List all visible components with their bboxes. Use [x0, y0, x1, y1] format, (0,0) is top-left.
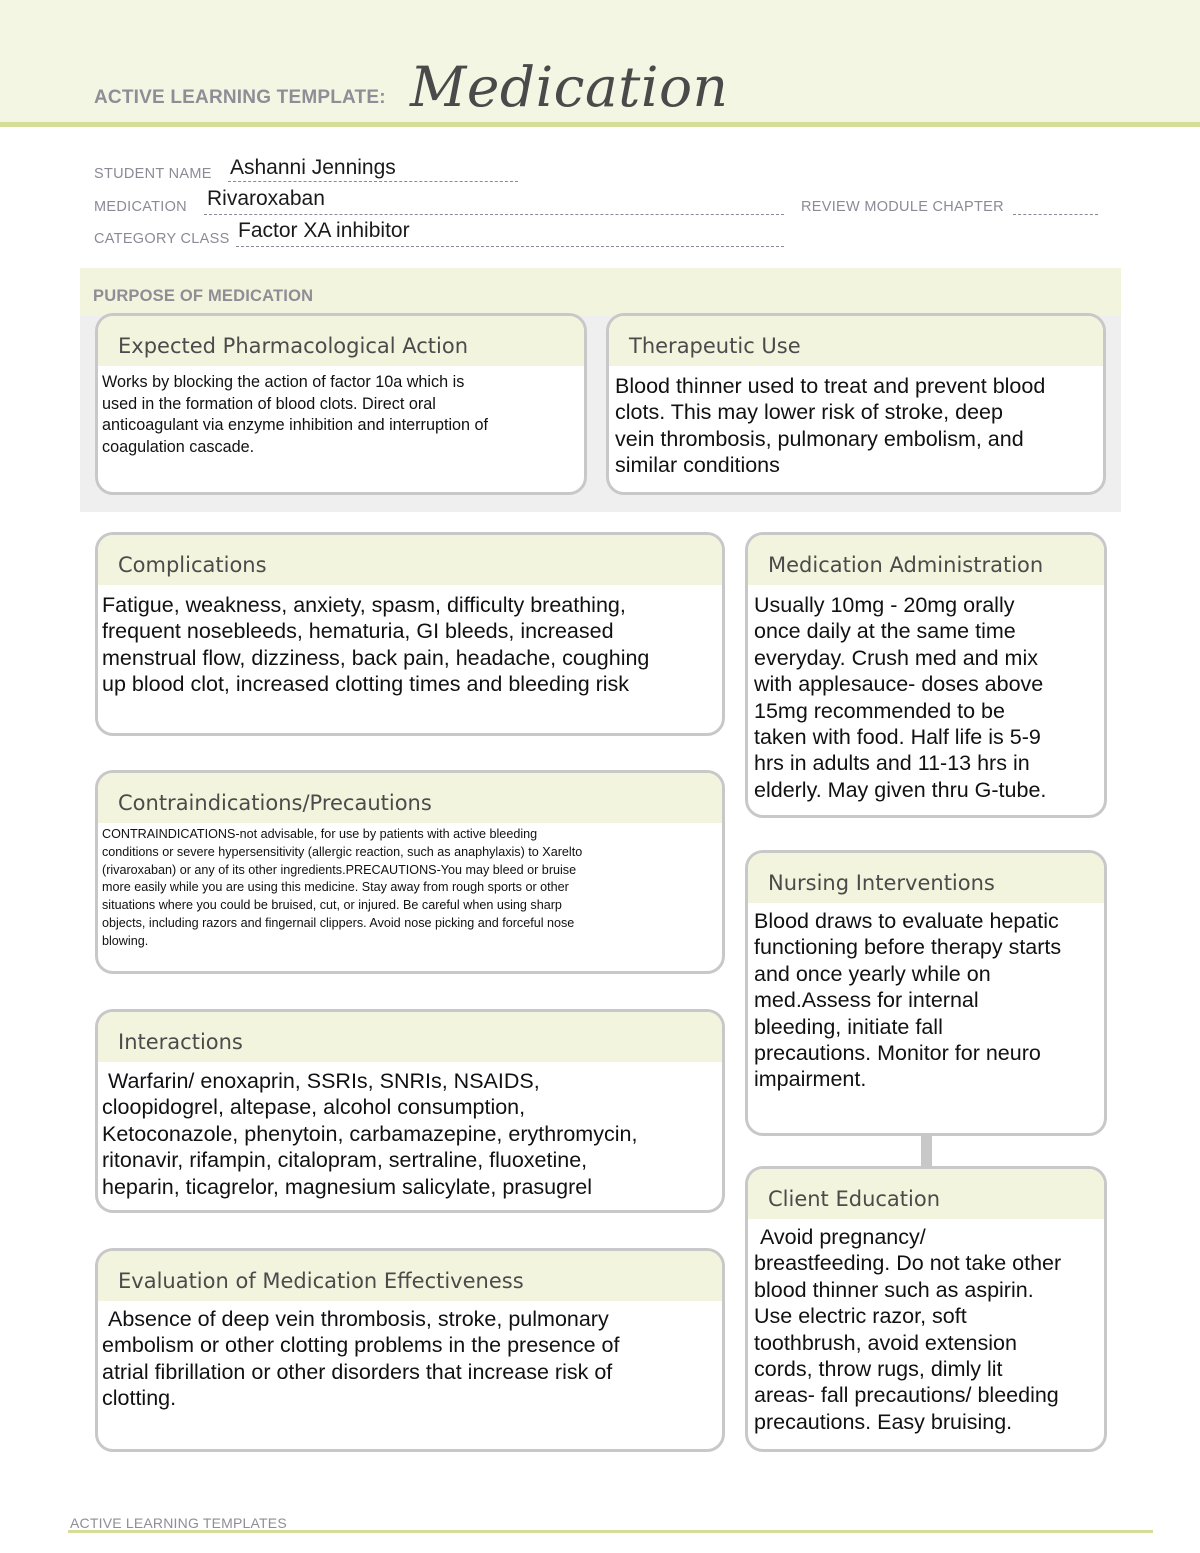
- medication-field[interactable]: Rivaroxaban: [207, 187, 325, 210]
- page-title: Medication: [410, 55, 729, 119]
- therapeutic-use-card: [606, 313, 1106, 495]
- expected-action-text[interactable]: Works by blocking the action of factor 10a which is used in the formation of blood clots. Direct oral anticoagulant via enzyme inhibition and interruption of coagulation cascade.: [102, 373, 489, 456]
- contraindications-card: [95, 770, 725, 974]
- card-title: Medication Administration: [768, 553, 1044, 577]
- student-name-field[interactable]: Ashanni Jennings: [230, 156, 396, 179]
- card-title: Contraindications/Precautions: [118, 791, 432, 815]
- evaluation-card: [95, 1248, 725, 1452]
- student-name-label: STUDENT NAME: [94, 166, 212, 182]
- category-class-line: [236, 246, 784, 247]
- nursing-interventions-card: [745, 850, 1107, 1136]
- purpose-label: PURPOSE OF MEDICATION: [93, 287, 314, 305]
- contraindications-text[interactable]: CONTRAINDICATIONS-not advisable, for use by patients with active bleeding conditions or severe hypersensitivity (allergic reaction, such as anaphylaxis) to Xarelto (rivaroxaban) or any of its other ingredients.PRECAUTIONS-You may bleed or bruise more easily while you are using this medicine. Stay away from rough sports or other situations where you could be bruised, cut, or injured. Be careful when using sharp objects, including razors and fingernail clippers. Avoid nose picking and forceful nose blowing.: [102, 827, 583, 948]
- complications-card: [95, 532, 725, 736]
- expected-action-card: [95, 313, 587, 495]
- template-label: ACTIVE LEARNING TEMPLATE:: [94, 87, 386, 108]
- client-education-card: [745, 1166, 1107, 1452]
- card-title: Client Education: [768, 1187, 941, 1211]
- category-class-field[interactable]: Factor XA inhibitor: [238, 219, 410, 242]
- review-module-line: [1013, 214, 1098, 215]
- evaluation-text[interactable]: Absence of deep vein thrombosis, stroke, pulmonary embolism or other clotting problems in the presence of atrial fibrillation or other disorders that increase risk of clotting.: [102, 1307, 620, 1411]
- interactions-text[interactable]: Warfarin/ enoxaprin, SSRIs, SNRIs, NSAIDS, cloopidogrel, altepase, alcohol consumption, Ketoconazole, phenytoin, carbamazepine, erythromycin, ritonavir, rifampin, citalopram, sertraline, fluoxetine, heparin, ticagrelor, magnesium salicylate, prasugrel: [102, 1069, 638, 1199]
- card-title: Evaluation of Medication Effectiveness: [118, 1269, 524, 1293]
- card-connector: [921, 1134, 932, 1167]
- footer-label: ACTIVE LEARNING TEMPLATES: [70, 1515, 287, 1531]
- header-divider: [0, 122, 1200, 127]
- client-education-text[interactable]: Avoid pregnancy/ breastfeeding. Do not take other blood thinner such as aspirin. Use electric razor, soft toothbrush, avoid extension cords, throw rugs, dimly lit areas- fall precautions/ bleeding precautions. Easy bruising.: [754, 1225, 1062, 1434]
- card-title: Therapeutic Use: [629, 334, 801, 358]
- card-title: Complications: [118, 553, 267, 577]
- interactions-card: [95, 1009, 725, 1213]
- medication-administration-text[interactable]: Usually 10mg - 20mg orally once daily at the same time everyday. Crush med and mix with applesauce- doses above 15mg recommended to be taken with food. Half life is 5-9 hrs in adults and 11-13 hrs in elderly. May given thru G-tube.: [754, 593, 1047, 802]
- card-title: Expected Pharmacological Action: [118, 334, 469, 358]
- complications-text[interactable]: Fatigue, weakness, anxiety, spasm, difficulty breathing, frequent nosebleeds, hematuria, GI bleeds, increased menstrual flow, dizziness, back pain, headache, coughing up blood clot, increased clotting times and bleeding risk: [102, 593, 650, 697]
- review-module-label: REVIEW MODULE CHAPTER: [801, 199, 1004, 215]
- medication-administration-card: [745, 532, 1107, 818]
- card-title: Nursing Interventions: [768, 871, 995, 895]
- nursing-interventions-text[interactable]: Blood draws to evaluate hepatic functioning before therapy starts and once yearly while on med.Assess for internal bleeding, initiate fall precautions. Monitor for neuro impairment.: [754, 909, 1062, 1092]
- card-title: Interactions: [118, 1030, 243, 1054]
- student-name-line: [228, 181, 518, 182]
- medication-label: MEDICATION: [94, 199, 187, 215]
- category-class-label: CATEGORY CLASS: [94, 231, 230, 247]
- therapeutic-use-text[interactable]: Blood thinner used to treat and prevent blood clots. This may lower risk of stroke, deep vein thrombosis, pulmonary embolism, and similar conditions: [615, 374, 1046, 478]
- medication-line: [204, 214, 784, 215]
